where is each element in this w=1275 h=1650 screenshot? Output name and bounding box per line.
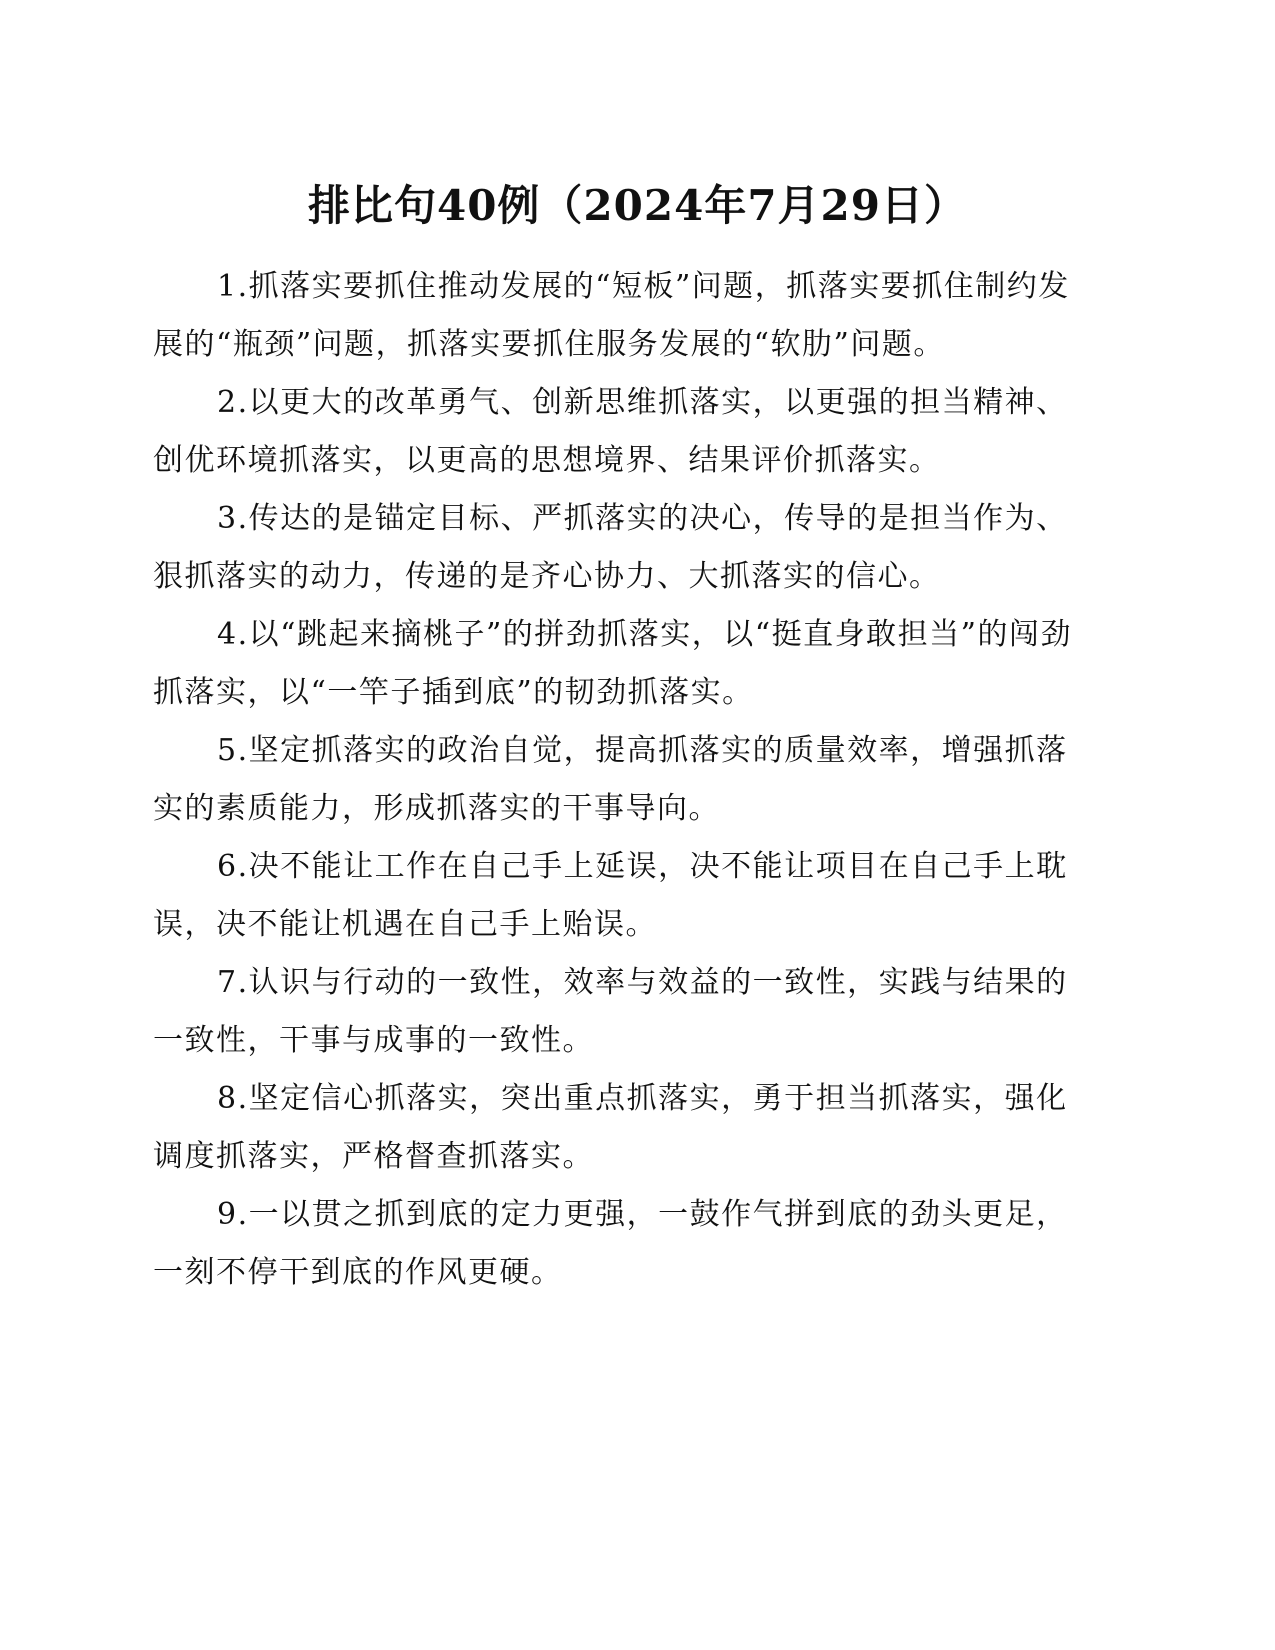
paragraph-1: 1.抓落实要抓住推动发展的“短板”问题，抓落实要抓住制约发展的“瓶颈”问题，抓落实要抓住服务发展的“软肋”问题。 <box>153 269 1070 362</box>
paragraph-3: 3.传达的是锚定目标、严抓落实的决心，传导的是担当作为、狠抓落实的动力，传递的是齐心协力、大抓落实的信心。 <box>153 501 1068 594</box>
document-title: 排比句40例（2024年7月29日） <box>307 181 967 230</box>
paragraph-2: 2.以更大的改革勇气、创新思维抓落实，以更强的担当精神、创优环境抓落实，以更高的思想境界、结果评价抓落实。 <box>153 385 1068 478</box>
paragraph-9: 9.一以贯之抓到底的定力更强，一鼓作气拼到底的劲头更足，一刻不停干到底的作风更硬。 <box>153 1197 1068 1290</box>
paragraph-8: 8.坚定信心抓落实，突出重点抓落实，勇于担当抓落实，强化调度抓落实，严格督查抓落实。 <box>153 1081 1068 1174</box>
paragraph-4: 4.以“跳起来摘桃子”的拼劲抓落实，以“挺直身敢担当”的闯劲抓落实，以“一竿子插到底”的韧劲抓落实。 <box>153 617 1072 710</box>
paragraph-5: 5.坚定抓落实的政治自觉，提高抓落实的质量效率，增强抓落实的素质能力，形成抓落实的干事导向。 <box>153 733 1068 826</box>
document-body <box>153 258 1088 1302</box>
paragraph-7: 7.认识与行动的一致性，效率与效益的一致性，实践与结果的一致性，干事与成事的一致性。 <box>153 965 1068 1058</box>
paragraph-6: 6.决不能让工作在自己手上延误，决不能让项目在自己手上耽误，决不能让机遇在自己手上贻误。 <box>153 849 1068 942</box>
